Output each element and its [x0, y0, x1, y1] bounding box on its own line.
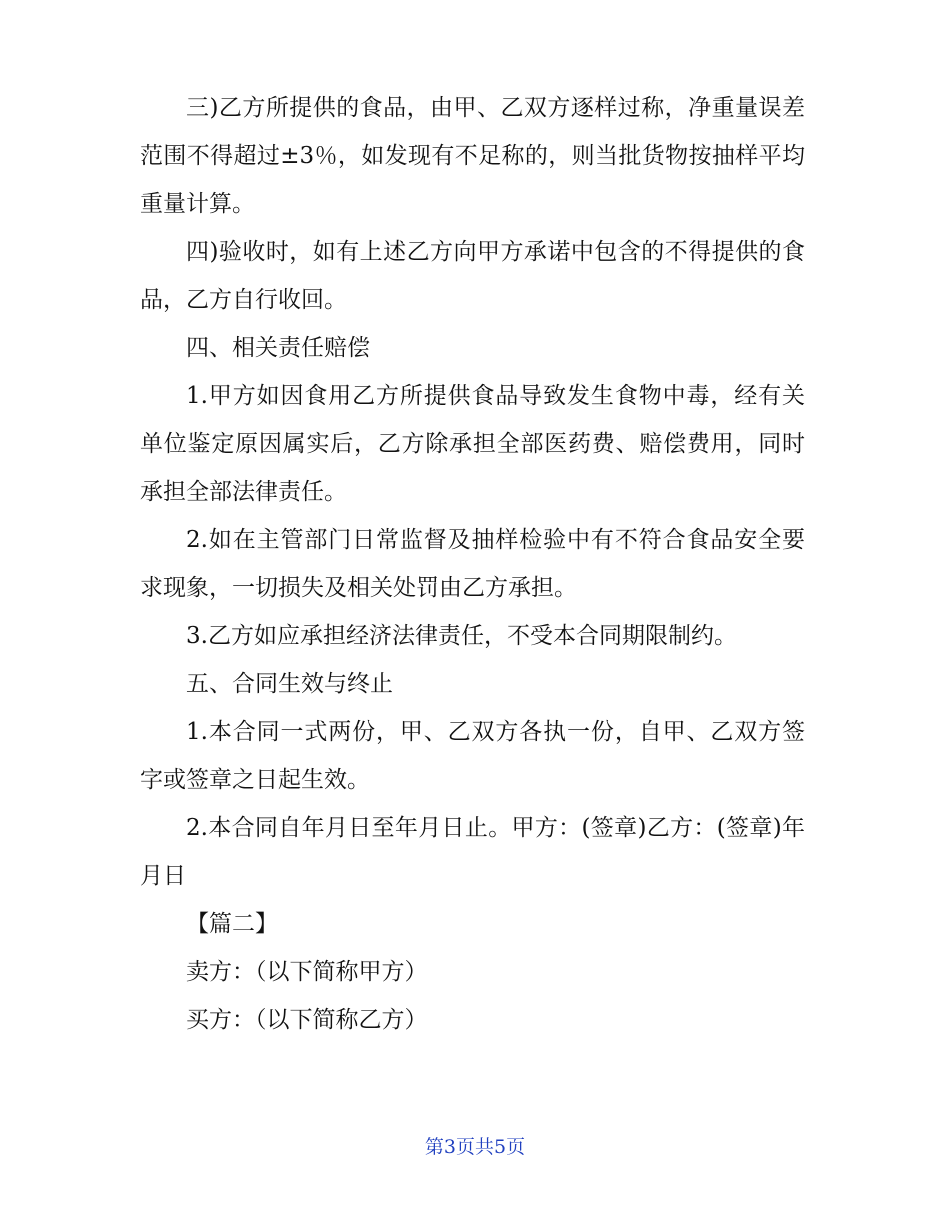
section-heading-liability: 四、相关责任赔偿: [186, 335, 370, 361]
section-heading-part-two: 【篇二】: [186, 911, 278, 937]
paragraph-buyer: 买方：（以下简称乙方）: [186, 1007, 428, 1033]
paragraph-seller: 卖方：（以下简称甲方）: [186, 959, 428, 985]
paragraph-inspection-clause: 四)验收时，如有上述乙方向甲方承诺中包含的不得提供的食品，乙方自行收回。: [140, 239, 805, 313]
paragraph-copies-clause: 1.本合同一式两份，甲、乙双方各执一份，自甲、乙双方签字或签章之日起生效。: [140, 719, 805, 793]
paragraph-food-poisoning-clause: 1.甲方如因食用乙方所提供食品导致发生食物中毒，经有关单位鉴定原因属实后，乙方除承担全部医药费、赔偿费用，同时承担全部法律责任。: [140, 383, 805, 505]
page-number-footer: 第3页共5页: [424, 1136, 526, 1158]
paragraph-supervision-clause: 2.如在主管部门日常监督及抽样检验中有不符合食品安全要求现象，一切损失及相关处罚由乙方承担。: [140, 527, 805, 601]
paragraph-weighing-clause: 三)乙方所提供的食品，由甲、乙双方逐样过称，净重量误差范围不得超过±3％，如发现有不足称的，则当批货物按抽样平均重量计算。: [140, 95, 805, 217]
paragraph-legal-liability-clause: 3.乙方如应承担经济法律责任，不受本合同期限制约。: [186, 623, 737, 649]
document-body: [140, 84, 805, 1044]
section-heading-effect-termination: 五、合同生效与终止: [186, 671, 393, 697]
paragraph-term-signature-clause: 2.本合同自年月日至年月日止。甲方：(签章)乙方：(签章)年月日: [140, 815, 805, 889]
